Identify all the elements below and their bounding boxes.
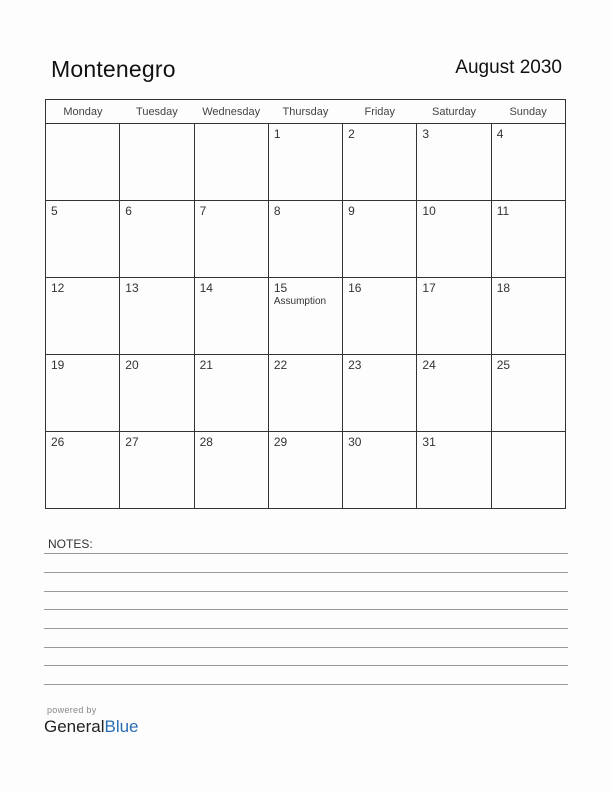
- day-number: 22: [273, 358, 288, 372]
- weekday-header-row: [46, 100, 566, 124]
- week-row: [46, 124, 566, 201]
- day-number: 27: [125, 435, 139, 449]
- day-number: 10: [422, 204, 436, 218]
- day-cell: [120, 432, 194, 509]
- day-cell: [194, 201, 268, 278]
- weekday-friday: Friday: [343, 100, 417, 124]
- brand-blue: Blue: [104, 717, 139, 736]
- day-number: 21: [199, 358, 213, 372]
- day-cell: [194, 278, 268, 355]
- weekday-saturday: Saturday: [417, 100, 491, 124]
- day-cell: [46, 355, 120, 432]
- day-number: 4: [496, 127, 504, 141]
- day-number: 28: [199, 435, 213, 449]
- day-cell: [343, 201, 417, 278]
- week-row: [46, 201, 566, 278]
- day-cell: [491, 355, 565, 432]
- day-cell: [491, 432, 565, 509]
- holiday-label: Assumption: [273, 296, 327, 307]
- day-cell: [46, 201, 120, 278]
- day-cell: [268, 124, 342, 201]
- weekday-thursday: Thursday: [268, 100, 342, 124]
- day-cell: [46, 124, 120, 201]
- day-cell: [343, 432, 417, 509]
- day-number: 7: [199, 204, 207, 218]
- month-title: August 2030: [455, 57, 562, 78]
- week-row: [46, 432, 566, 509]
- note-line: [44, 684, 568, 685]
- day-cell: [491, 278, 565, 355]
- day-cell: [343, 124, 417, 201]
- day-cell: [417, 201, 491, 278]
- weekday-tuesday: Tuesday: [120, 100, 194, 124]
- notes-label: NOTES:: [48, 537, 93, 551]
- day-number: 23: [348, 358, 362, 372]
- day-cell: [194, 355, 268, 432]
- day-number: 11: [496, 204, 510, 218]
- week-row: [46, 355, 566, 432]
- day-cell: [417, 355, 491, 432]
- note-line: [44, 665, 568, 666]
- day-number: 15: [273, 281, 288, 295]
- day-cell: [120, 278, 194, 355]
- week-row: [46, 278, 566, 355]
- day-cell: [268, 432, 342, 509]
- day-cell: [46, 278, 120, 355]
- day-number: 29: [273, 435, 288, 449]
- note-line: [44, 609, 568, 610]
- day-number: 1: [273, 127, 281, 141]
- day-cell: [343, 355, 417, 432]
- calendar-grid: [45, 99, 566, 509]
- day-number: 13: [125, 281, 139, 295]
- day-number: 18: [496, 281, 511, 295]
- day-cell: [417, 432, 491, 509]
- day-cell: [194, 432, 268, 509]
- weekday-wednesday: Wednesday: [194, 100, 268, 124]
- day-number: 20: [125, 358, 139, 372]
- day-number: 3: [422, 127, 430, 141]
- day-number: 14: [199, 281, 213, 295]
- day-number: 25: [496, 358, 511, 372]
- day-cell: [268, 355, 342, 432]
- day-number: 8: [273, 204, 281, 218]
- powered-by-text: powered by: [47, 705, 97, 715]
- day-cell: [120, 124, 194, 201]
- day-cell: [491, 124, 565, 201]
- note-line: [44, 572, 568, 573]
- weekday-sunday: Sunday: [491, 100, 565, 124]
- day-cell: [268, 278, 342, 355]
- day-cell: [194, 124, 268, 201]
- day-number: 16: [348, 281, 362, 295]
- day-number: 26: [51, 435, 65, 449]
- day-cell: [120, 355, 194, 432]
- day-number: 12: [51, 281, 65, 295]
- day-cell: [491, 201, 565, 278]
- day-number: 2: [348, 127, 355, 141]
- day-cell: [120, 201, 194, 278]
- day-cell: [268, 201, 342, 278]
- day-number: 30: [348, 435, 362, 449]
- brand-general: General: [44, 717, 105, 736]
- day-cell: [417, 278, 491, 355]
- day-number: 6: [125, 204, 132, 218]
- day-number: 5: [51, 204, 58, 218]
- day-number: 31: [422, 435, 436, 449]
- note-line: [44, 647, 568, 648]
- day-number: 19: [51, 358, 65, 372]
- note-line: [44, 591, 568, 592]
- note-line: [44, 628, 568, 629]
- note-line: [44, 553, 568, 554]
- day-number: 9: [348, 204, 355, 218]
- day-number: 24: [422, 358, 436, 372]
- day-cell: [343, 278, 417, 355]
- country-title: Montenegro: [51, 56, 176, 82]
- brand-logo: [44, 717, 139, 737]
- day-number: 17: [422, 281, 436, 295]
- weekday-monday: Monday: [46, 100, 120, 124]
- day-cell: [46, 432, 120, 509]
- day-cell: [417, 124, 491, 201]
